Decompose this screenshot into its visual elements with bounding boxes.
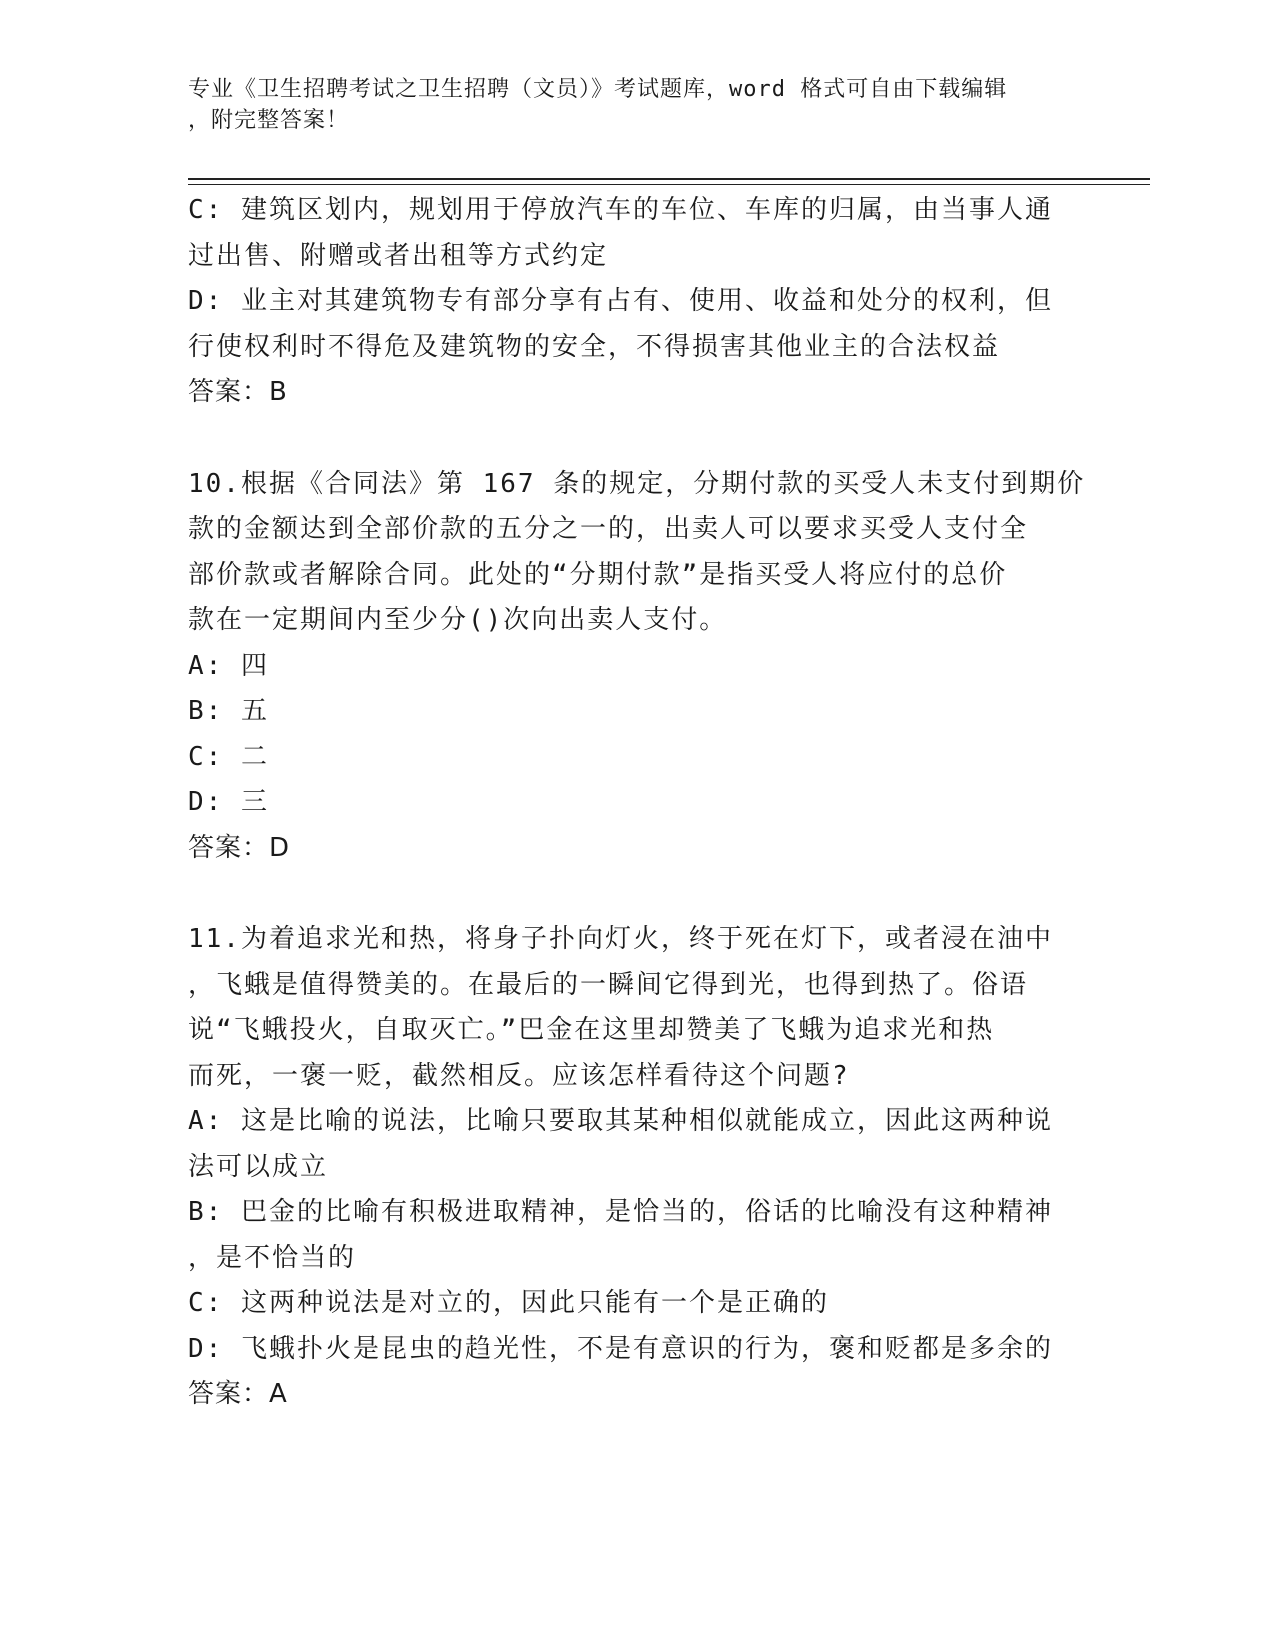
question-11	[188, 917, 1068, 1418]
question-10	[188, 462, 1086, 872]
answer-line: 答案：B	[188, 377, 288, 407]
option-a-line-2: 法可以成立	[188, 1151, 329, 1182]
question-9-continued	[188, 188, 1068, 416]
question-spacer	[188, 871, 1068, 917]
question-spacer	[188, 416, 1068, 462]
option-a: A: 四	[188, 650, 269, 681]
option-c-line-1: C: 建筑区划内，规划用于停放汽车的车位、车库的归属，由当事人通	[188, 195, 1053, 225]
option-b-line-1: B: 巴金的比喻有积极进取精神，是恰当的，俗话的比喻没有这种精神	[188, 1197, 1053, 1227]
header-divider-thick	[188, 178, 1150, 180]
option-d-line-1: D: 业主对其建筑物专有部分享有占有、使用、收益和处分的权利，但	[188, 286, 1053, 316]
header-title-line-1: 专业《卫生招聘考试之卫生招聘（文员）》考试题库，word 格式可自由下载编辑	[188, 77, 1008, 102]
option-c: C: 二	[188, 741, 269, 772]
page-header	[188, 74, 1088, 136]
option-d: D: 飞蛾扑火是昆虫的趋光性，不是有意识的行为，褒和贬都是多余的	[188, 1333, 1053, 1364]
option-c: C: 这两种说法是对立的，因此只能有一个是正确的	[188, 1288, 829, 1318]
answer-line: 答案：D	[188, 832, 291, 863]
question-stem-line-2: 款的金额达到全部价款的五分之一的，出卖人可以要求买受人支付全	[188, 514, 1029, 544]
question-stem-line-3: 说“飞蛾投火，自取灭亡。”巴金在这里却赞美了飞蛾为追求光和热	[188, 1015, 995, 1045]
option-d-line-2: 行使权利时不得危及建筑物的安全，不得损害其他业主的合法权益	[188, 331, 1001, 362]
header-divider-thin	[188, 184, 1150, 185]
question-stem-line-4: 而死，一褒一贬，截然相反。应该怎样看待这个问题?	[188, 1060, 850, 1091]
option-d: D: 三	[188, 787, 269, 817]
option-b-line-2: ，是不恰当的	[188, 1242, 357, 1273]
answer-line: 答案：A	[188, 1379, 288, 1409]
question-stem-line-1: 10.根据《合同法》第 167 条的规定，分期付款的买受人未支付到期价	[188, 468, 1086, 499]
question-stem-line-4: 款在一定期间内至少分()次向出卖人支付。	[188, 605, 728, 635]
question-stem-line-3: 部价款或者解除合同。此处的“分期付款”是指买受人将应付的总价	[188, 559, 1008, 590]
question-stem-line-2: ，飞蛾是值得赞美的。在最后的一瞬间它得到光，也得到热了。俗语	[188, 969, 1029, 1000]
option-a-line-1: A: 这是比喻的说法，比喻只要取其某种相似就能成立，因此这两种说	[188, 1106, 1053, 1136]
option-b: B: 五	[188, 696, 269, 726]
question-content	[188, 188, 1086, 1418]
option-c-line-2: 过出售、附赠或者出租等方式约定	[188, 240, 609, 271]
header-title-line-2: ，附完整答案！	[188, 108, 350, 133]
question-stem-line-1: 11.为着追求光和热，将身子扑向灯火，终于死在灯下，或者浸在油中	[188, 924, 1053, 954]
